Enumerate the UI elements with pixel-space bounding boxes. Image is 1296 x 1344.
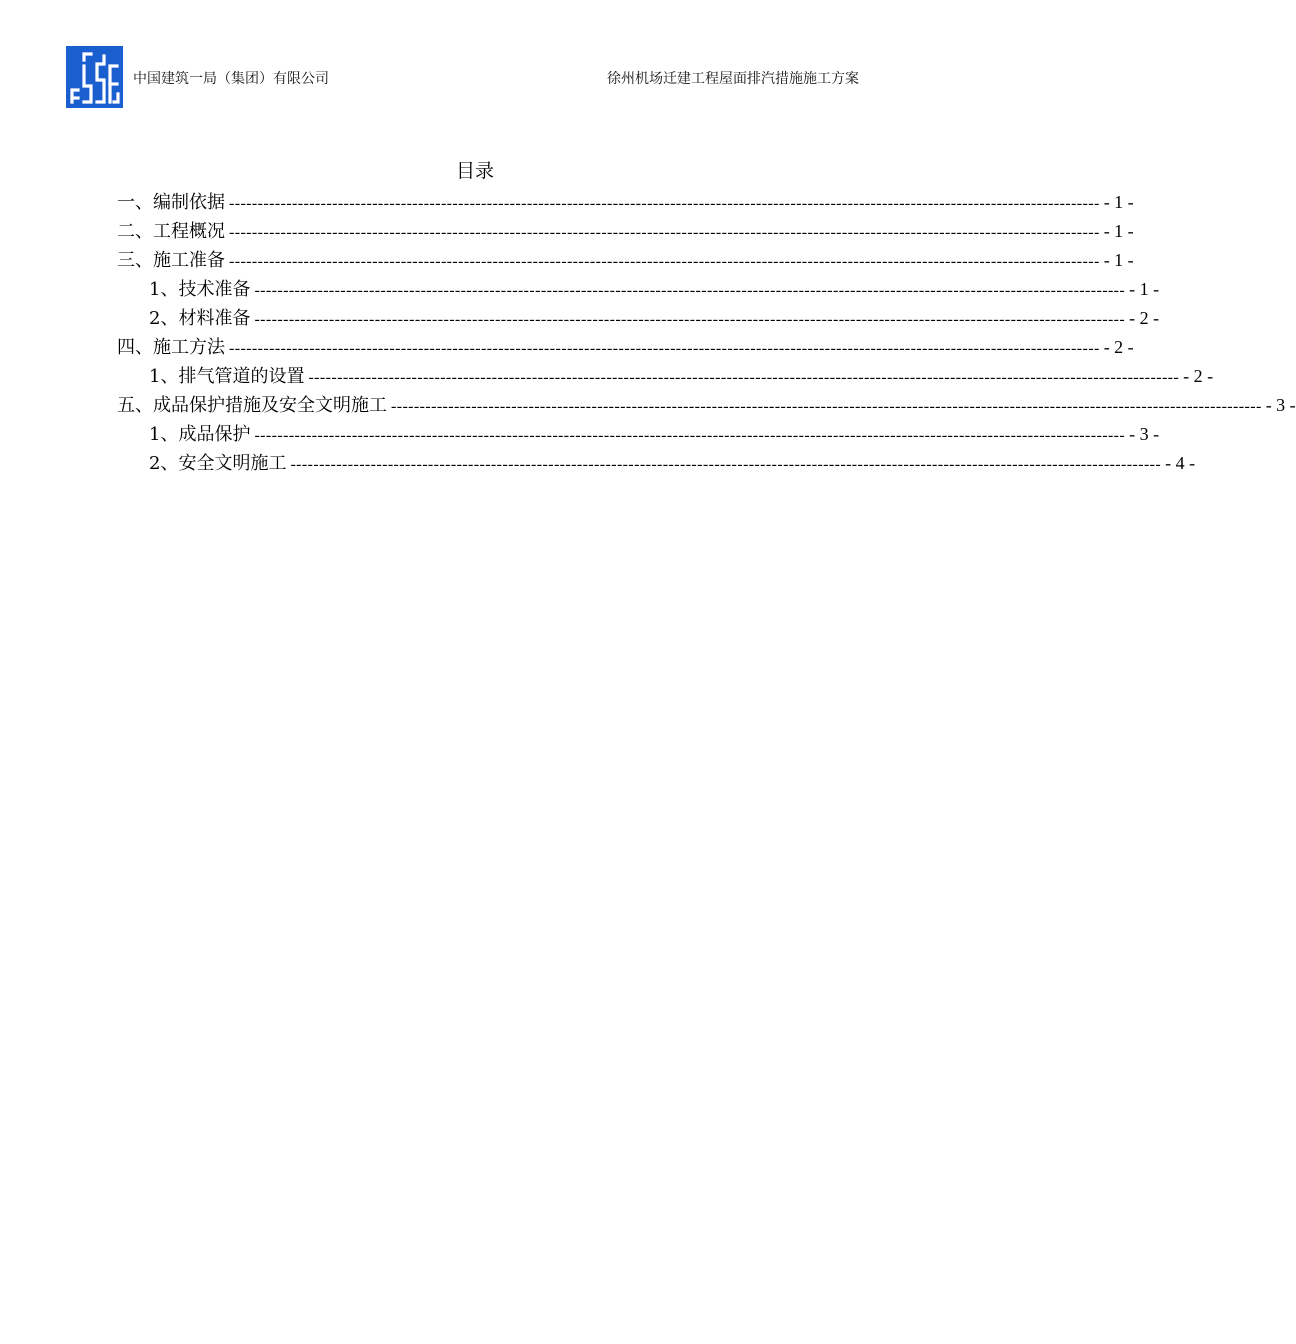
toc-entry-label: 五、成品保护措施及安全文明施工 bbox=[117, 395, 387, 416]
toc-entry-page: - 1 - bbox=[1103, 221, 1134, 241]
toc-entry-label: 三、施工准备 bbox=[117, 250, 225, 271]
toc-entry-page: - 3 - bbox=[1129, 424, 1160, 444]
toc-entry-page: - 4 - bbox=[1165, 453, 1196, 473]
toc-entry[interactable] bbox=[117, 246, 1134, 275]
toc-dot-leader: -------------------------------------------------------------------------------------------------------------------------------------------------------- bbox=[391, 398, 1262, 415]
toc-entry-label: 一、编制依据 bbox=[117, 192, 225, 213]
toc-dot-leader: -------------------------------------------------------------------------------------------------------------------------------------------------------- bbox=[290, 456, 1162, 473]
toc-entry-page: - 3 - bbox=[1265, 395, 1296, 415]
toc-entry-label: 2、材料准备 bbox=[149, 308, 251, 329]
toc-entry[interactable] bbox=[117, 188, 1134, 217]
toc-subentry[interactable] bbox=[117, 304, 1160, 333]
toc-entry[interactable] bbox=[117, 217, 1134, 246]
toc-entry[interactable] bbox=[117, 333, 1134, 362]
toc-entry-page: - 1 - bbox=[1103, 250, 1134, 270]
toc-subentry[interactable] bbox=[117, 362, 1214, 391]
toc-dot-leader: -------------------------------------------------------------------------------------------------------------------------------------------------------- bbox=[229, 195, 1100, 212]
toc-entry-label: 1、技术准备 bbox=[149, 279, 251, 300]
toc-subentry[interactable] bbox=[117, 420, 1160, 449]
table-of-contents bbox=[117, 188, 1296, 478]
page-header bbox=[66, 46, 859, 108]
toc-entry-page: - 2 - bbox=[1183, 366, 1214, 386]
toc-entry-page: - 2 - bbox=[1129, 308, 1160, 328]
toc-heading: 目录 bbox=[455, 160, 494, 182]
toc-entry-label: 四、施工方法 bbox=[117, 337, 225, 358]
toc-dot-leader: -------------------------------------------------------------------------------------------------------------------------------------------------------- bbox=[254, 427, 1126, 444]
toc-entry-label: 二、工程概况 bbox=[117, 221, 225, 242]
toc-dot-leader: -------------------------------------------------------------------------------------------------------------------------------------------------------- bbox=[254, 282, 1126, 299]
company-name: 中国建筑一局（集团）有限公司 bbox=[133, 71, 329, 87]
toc-entry-page: - 1 - bbox=[1103, 192, 1134, 212]
toc-entry-page: - 2 - bbox=[1103, 337, 1134, 357]
company-logo-icon bbox=[66, 46, 123, 108]
toc-entry-label: 2、安全文明施工 bbox=[149, 453, 287, 474]
toc-subentry[interactable] bbox=[117, 275, 1160, 304]
toc-dot-leader: -------------------------------------------------------------------------------------------------------------------------------------------------------- bbox=[229, 253, 1100, 270]
toc-entry-label: 1、成品保护 bbox=[149, 424, 251, 445]
toc-dot-leader: -------------------------------------------------------------------------------------------------------------------------------------------------------- bbox=[229, 224, 1100, 241]
toc-entry-page: - 1 - bbox=[1129, 279, 1160, 299]
toc-subentry[interactable] bbox=[117, 449, 1196, 478]
toc-entry-label: 1、排气管道的设置 bbox=[149, 366, 305, 387]
toc-entry[interactable] bbox=[117, 391, 1296, 420]
toc-dot-leader: -------------------------------------------------------------------------------------------------------------------------------------------------------- bbox=[229, 340, 1100, 357]
document-title: 徐州机场迁建工程屋面排汽措施施工方案 bbox=[607, 71, 859, 87]
toc-dot-leader: -------------------------------------------------------------------------------------------------------------------------------------------------------- bbox=[254, 311, 1126, 328]
toc-dot-leader: -------------------------------------------------------------------------------------------------------------------------------------------------------- bbox=[308, 369, 1180, 386]
